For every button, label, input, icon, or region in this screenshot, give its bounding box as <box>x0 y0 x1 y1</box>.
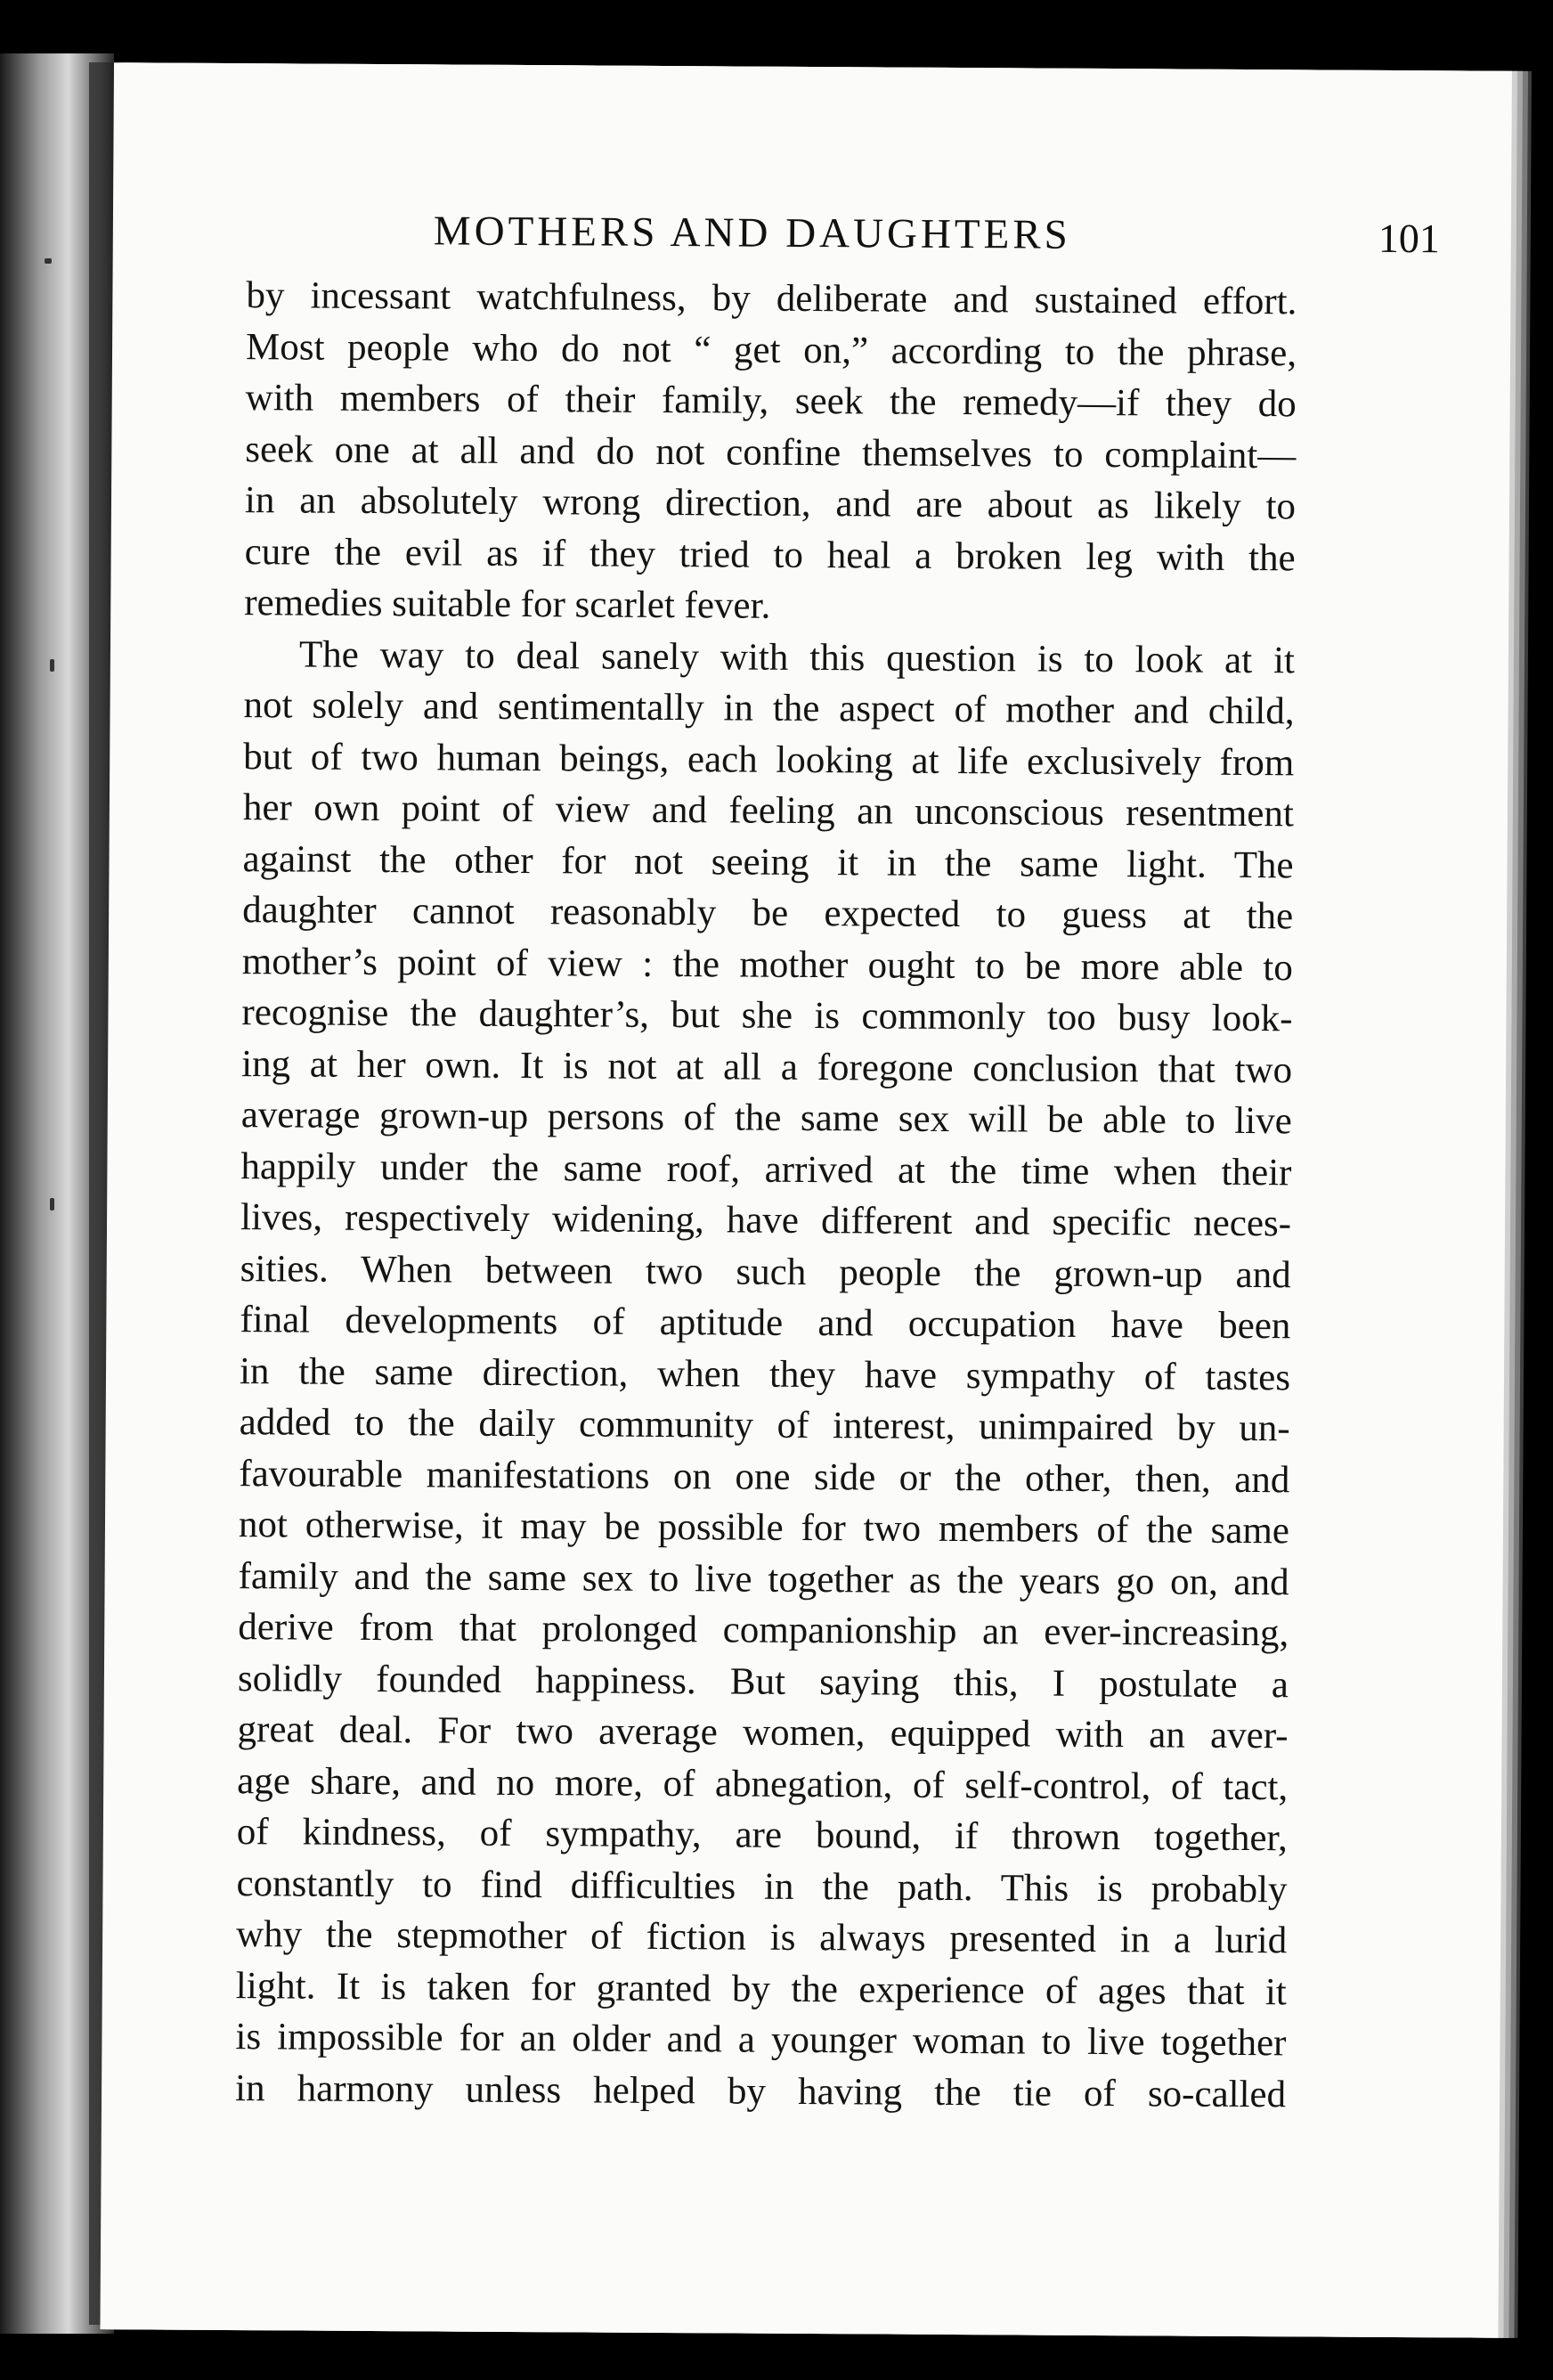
running-header <box>434 207 1440 275</box>
text-line: remedies suitable for scarlet fever. <box>244 582 771 627</box>
text-line: great deal. For two average women, equipped with an aver- <box>237 1708 1289 1757</box>
text-line: mother’s point of view : the mother ought to be more able to <box>241 940 1293 989</box>
running-title: MOTHERS AND DAUGHTERS <box>433 208 1071 258</box>
text-line: final developments of aptitude and occupation have been <box>240 1299 1291 1348</box>
text-line: seek one at all and do not confine themselves to complaint— <box>245 428 1297 477</box>
text-line: happily under the same roof, arrived at the time when their <box>240 1145 1292 1194</box>
text-line: The way to deal sanely with this question is to look at it <box>298 632 1296 681</box>
text-line: of kindness, of sympathy, are bound, if thrown together, <box>236 1811 1289 1860</box>
text-line: constantly to find difficulties in the path. This is probably <box>236 1862 1288 1911</box>
text-line: ing at her own. It is not at all a foregone conclusion that two <box>241 1042 1293 1091</box>
text-line: lives, respectively widening, have different and specific neces- <box>240 1196 1292 1245</box>
text-line: by incessant watchfulness, by deliberate and sustained effort. <box>246 274 1297 323</box>
scan-speck <box>50 659 54 672</box>
text-line: daughter cannot reasonably be expected to guess at the <box>242 889 1294 938</box>
scan-speck <box>50 1198 54 1210</box>
paragraph <box>235 629 1295 2121</box>
text-line: derive from that prolonged companionship an ever-increasing, <box>238 1606 1289 1655</box>
text-line: in harmony unless helped by having the tie of so-called <box>234 2066 1287 2115</box>
text-line: sities. When between two such people the grown-up and <box>240 1247 1291 1296</box>
text-line: family and the same sex to live together as the years go on, and <box>238 1554 1289 1603</box>
text-line: age share, and no more, of abnegation, of self-control, of tact, <box>237 1759 1289 1808</box>
page-sheet <box>100 62 1512 2338</box>
body-text <box>235 270 1297 2120</box>
text-line: against the other for not seeing it in the same light. The <box>242 837 1294 886</box>
text-line: favourable manifestations on one side or the other, then, and <box>239 1452 1290 1501</box>
text-line: Most people who do not “ get on,” according to the phrase, <box>245 325 1297 374</box>
text-line: not solely and sentimentally in the aspect of mother and child, <box>243 684 1295 733</box>
page-number: 101 <box>1378 215 1440 262</box>
text-line: with members of their family, seek the remedy—if they do <box>245 377 1297 426</box>
text-line: in an absolutely wrong direction, and are about as likely to <box>244 479 1297 528</box>
text-line: is impossible for an older and a younger woman to live together <box>235 2016 1287 2065</box>
scan-speck <box>45 258 52 264</box>
text-line: added to the daily community of interest, unimpaired by un- <box>239 1401 1290 1450</box>
text-line: her own point of view and feeling an unconscious resentment <box>242 787 1295 835</box>
text-line: average grown-up persons of the same sex will be able to live <box>240 1094 1292 1143</box>
text-line: recognise the daughter’s, but she is commonly too busy look- <box>241 991 1293 1040</box>
text-line: solidly founded happiness. But saying this, I postulate a <box>237 1657 1289 1706</box>
text-line: but of two human beings, each looking at life exclusively from <box>243 735 1295 784</box>
paragraph <box>244 270 1297 635</box>
text-line: not otherwise, it may be possible for two members of the same <box>238 1504 1290 1553</box>
text-line: cure the evil as if they tried to heal a broken leg with the <box>244 530 1296 579</box>
text-line: light. It is taken for granted by the experience of ages that it <box>235 1964 1287 2013</box>
text-line: why the stepmother of fiction is always presented in a lurid <box>236 1913 1288 1962</box>
text-line: in the same direction, when they have sympathy of tastes <box>239 1349 1291 1398</box>
